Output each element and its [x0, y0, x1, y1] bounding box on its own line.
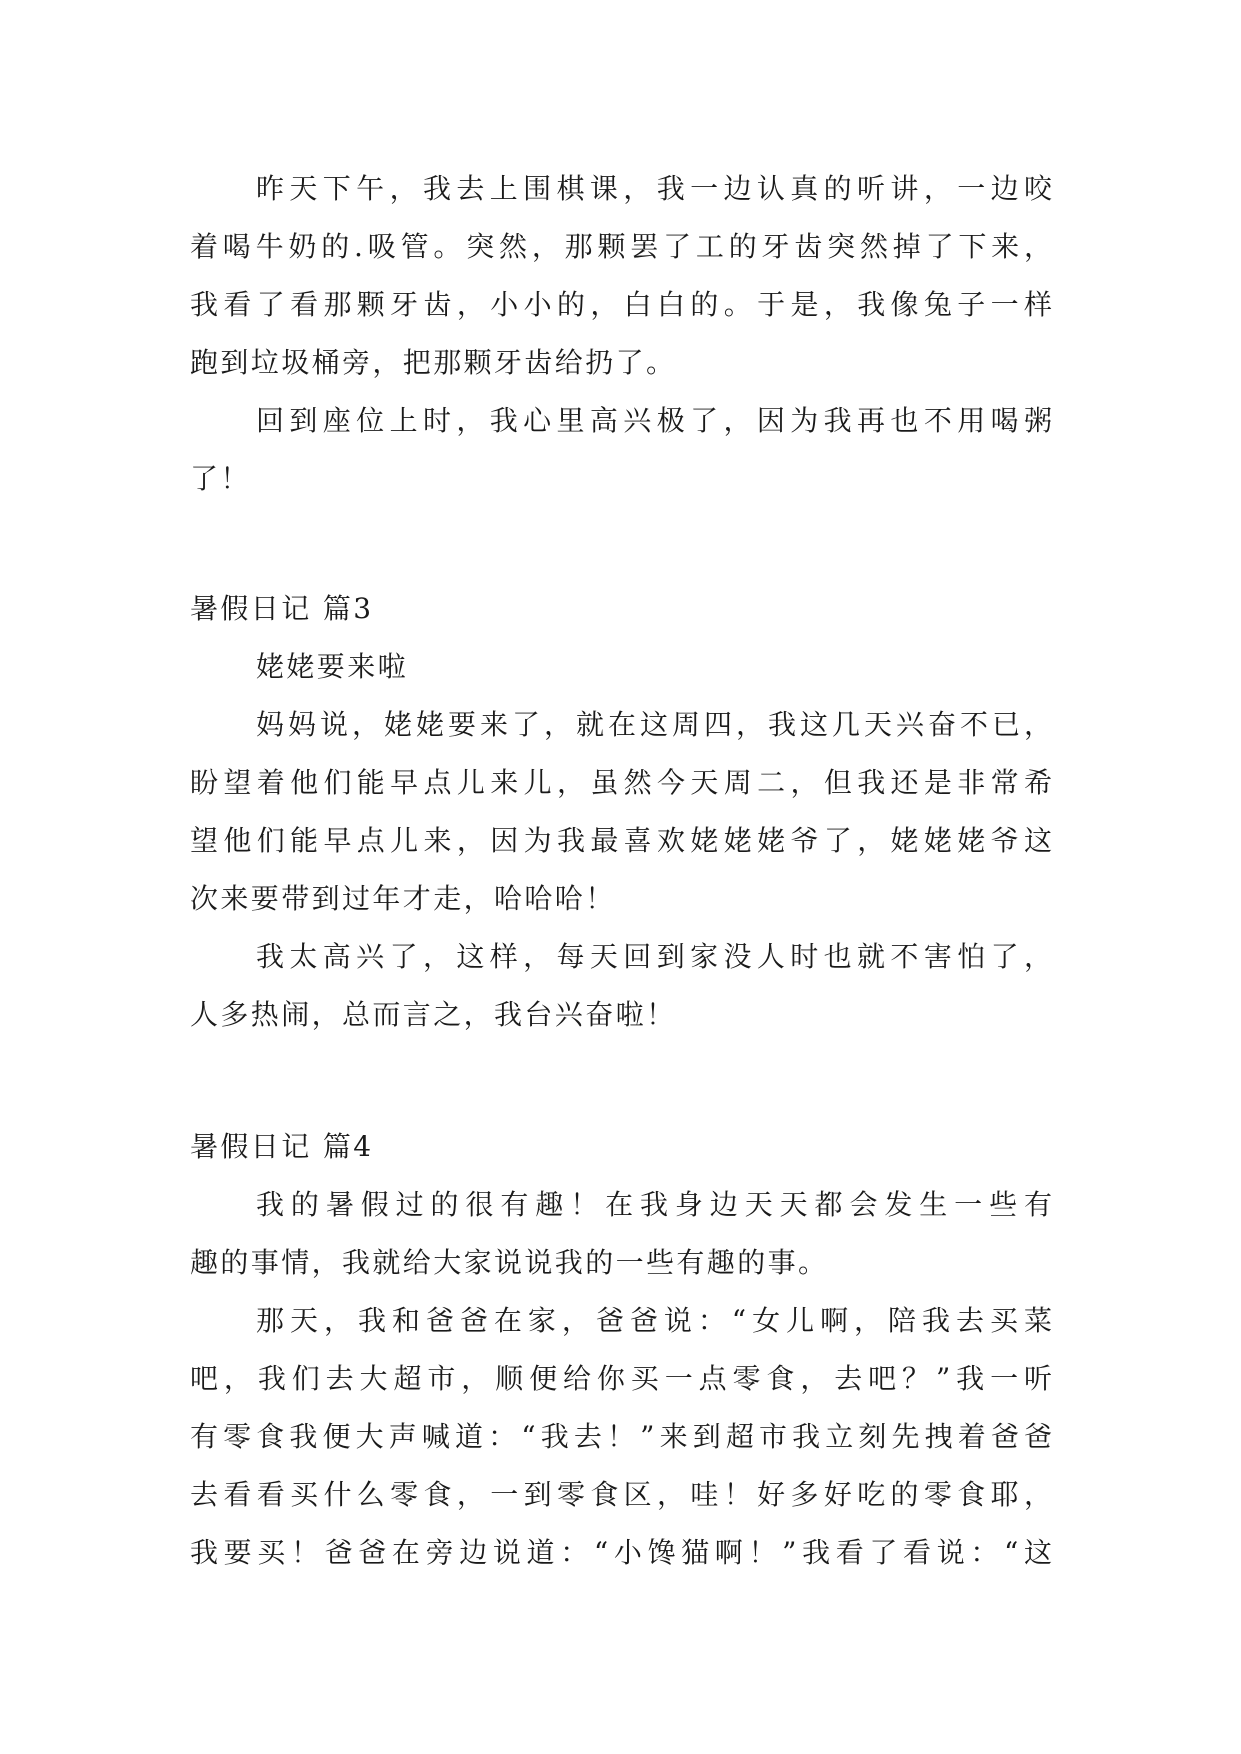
text-line: 去看看买什么零食，一到零食区，哇！好多好吃的零食耶，: [190, 1478, 1052, 1511]
section-gap: [190, 508, 1052, 580]
text-line: 有零食我便大声喊道：“我去！”来到超市我立刻先拽着爸爸: [190, 1420, 1052, 1453]
paragraph-supermarket: [190, 1292, 1052, 1582]
section-heading: 暑假日记 篇4: [190, 1130, 374, 1163]
text-line: 趣的事情，我就给大家说说我的一些有趣的事。: [190, 1246, 829, 1279]
text-line: 我的暑假过的很有趣！在我身边天天都会发生一些有: [256, 1188, 1052, 1221]
text-line: 望他们能早点儿来，因为我最喜欢姥姥姥爷了，姥姥姥爷这: [190, 824, 1052, 857]
text-line: 昨天下午，我去上围棋课，我一边认真的听讲，一边咬: [256, 172, 1052, 205]
paragraph-so-happy: [190, 928, 1052, 1044]
text-line: 那天，我和爸爸在家，爸爸说：“女儿啊，陪我去买菜: [256, 1304, 1052, 1337]
text-line: 盼望着他们能早点儿来儿，虽然今天周二，但我还是非常希: [190, 766, 1052, 799]
paragraph-no-more-porridge: [190, 392, 1052, 508]
text-line: 次来要带到过年才走，哈哈哈！: [190, 882, 616, 915]
text-line: 回到座位上时，我心里高兴极了，因为我再也不用喝粥: [256, 404, 1052, 437]
text-line: 我看了看那颗牙齿，小小的，白白的。于是，我像兔子一样: [190, 288, 1052, 321]
section-subtitle: 姥姥要来啦: [256, 650, 409, 683]
paragraph-grandma-coming: [190, 696, 1052, 928]
text-line: 了！: [190, 462, 251, 495]
text-line: 着喝牛奶的.吸管。突然，那颗罢了工的牙齿突然掉了下来，: [190, 230, 1052, 263]
section-gap: [190, 1044, 1052, 1118]
text-line: 我要买！爸爸在旁边说道：“小馋猫啊！”我看了看说：“这: [190, 1536, 1052, 1569]
section-heading: 暑假日记 篇3: [190, 592, 374, 625]
document-body: [190, 160, 1052, 1582]
text-line: 我太高兴了，这样，每天回到家没人时也就不害怕了，: [256, 940, 1052, 973]
paragraph-interesting-summer: [190, 1176, 1052, 1292]
text-line: 人多热闹，总而言之，我台兴奋啦！: [190, 998, 677, 1031]
text-line: 吧，我们去大超市，顺便给你买一点零食，去吧？”我一听: [190, 1362, 1052, 1395]
paragraph-lost-tooth: [190, 160, 1052, 392]
text-line: 妈妈说，姥姥要来了，就在这周四，我这几天兴奋不已，: [256, 708, 1052, 741]
text-line: 跑到垃圾桶旁，把那颗牙齿给扔了。: [190, 346, 677, 379]
